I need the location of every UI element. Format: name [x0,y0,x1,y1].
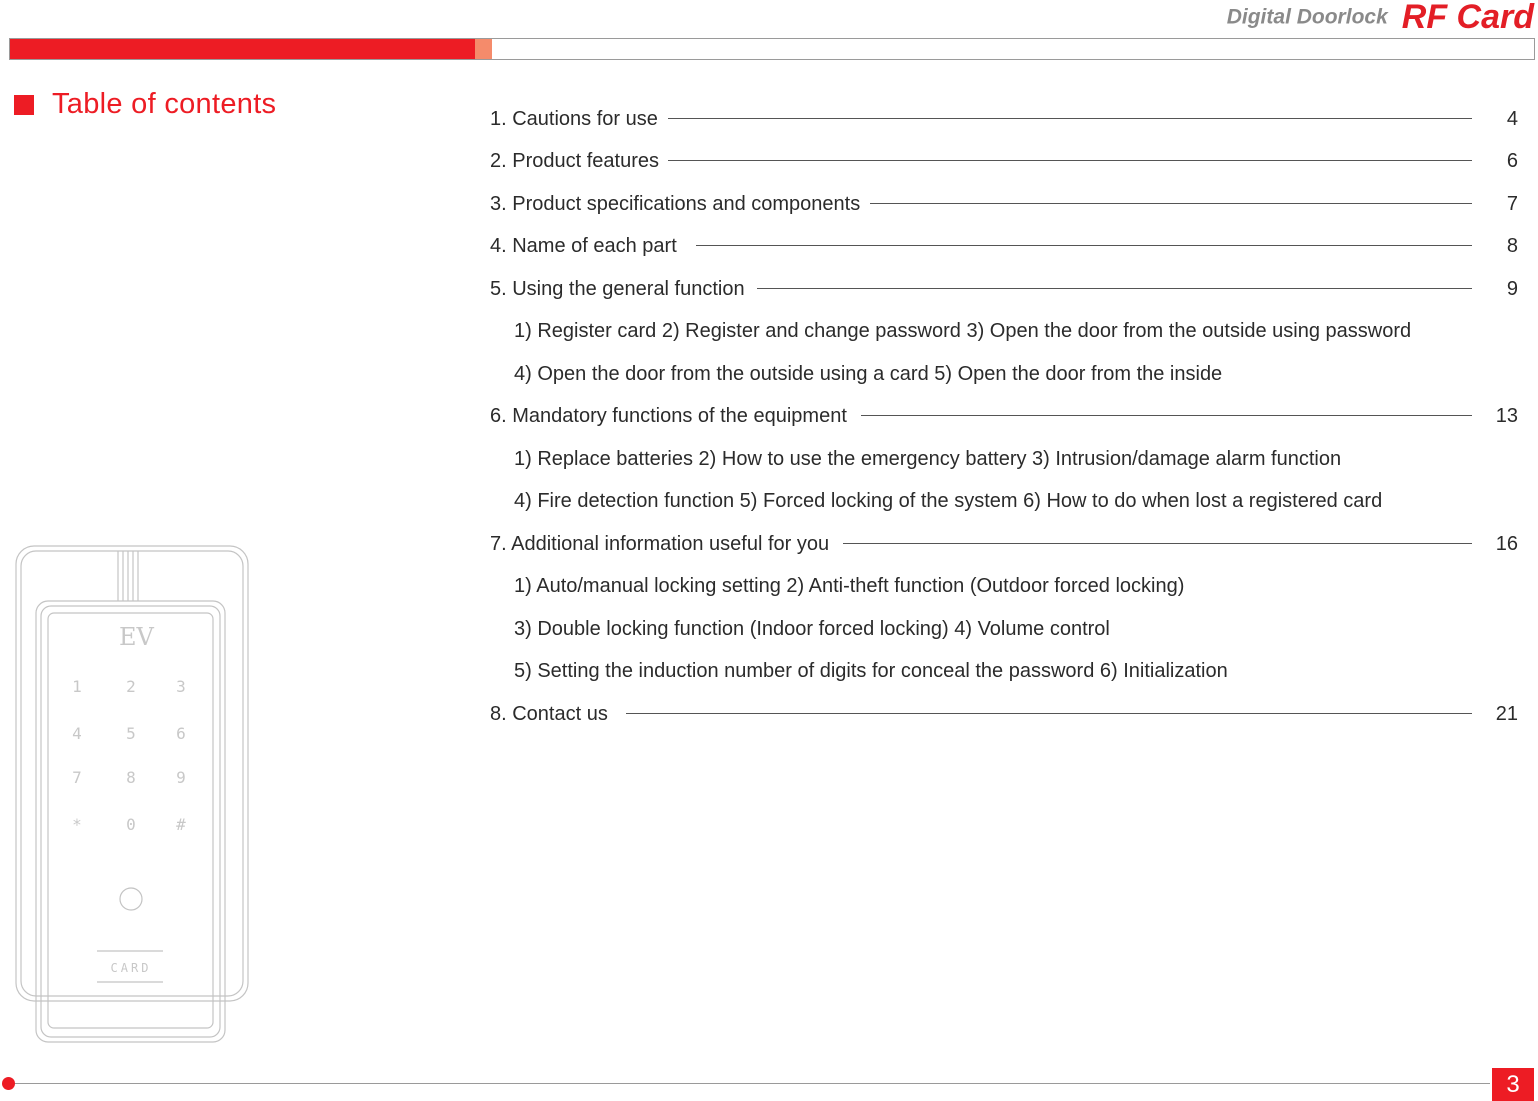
toc-entry-4[interactable] [490,231,1538,261]
toc-subitems: 5) Setting the induction number of digits for conceal the password 6) Initialization [514,660,1228,682]
toc-entry-label: 8. Contact us [490,703,608,725]
key-star: * [72,815,82,834]
toc-entry-2[interactable] [490,146,1538,176]
header-bar [9,38,1535,60]
header-bar-orange [475,39,492,59]
toc-heading [14,88,276,121]
toc-subitems: 1) Register card 2) Register and change password 3) Open the door from the outside using password [514,320,1412,342]
leader-line [843,543,1472,544]
key-3: 3 [176,677,186,696]
toc-entry-page: 21 [1495,703,1518,725]
toc-entry-label: 2. Product features [490,150,659,172]
toc-entry-page: 6 [1506,150,1518,172]
toc-entry-6[interactable] [490,401,1538,431]
toc-subitems: 1) Replace batteries 2) How to use the emergency battery 3) Intrusion/damage alarm function [514,448,1342,470]
key-4: 4 [72,724,82,743]
footer-line [10,1083,1490,1084]
key-9: 9 [176,768,186,787]
leader-line [668,118,1472,119]
page-number: 3 [1492,1068,1534,1101]
toc-entry-7[interactable] [490,529,1538,559]
toc-entry-label: 1. Cautions for use [490,108,658,130]
toc-subitems: 4) Open the door from the outside using a card 5) Open the door from the inside [514,363,1223,385]
square-bullet-icon [14,95,34,115]
header [1227,0,1534,37]
toc-entry-label: 3. Product specifications and components [490,193,861,215]
key-2: 2 [126,677,136,696]
toc-entry-label: 7. Additional information useful for you [490,533,830,555]
card-label: CARD [110,961,152,975]
doorlock-illustration [15,545,250,1043]
toc-entry-page: 16 [1495,533,1518,555]
toc-entry-label: 5. Using the general function [490,278,745,300]
leader-line [870,203,1472,204]
brand-logo: EV [119,623,154,651]
product-name: Digital Doorlock [1226,5,1388,29]
leader-line [668,160,1472,161]
toc-entry-page: 8 [1506,235,1518,257]
toc-entry-label: 6. Mandatory functions of the equipment [490,405,847,427]
leader-line [757,288,1472,289]
key-1: 1 [72,677,82,696]
toc-entry-page: 13 [1495,405,1518,427]
toc-entry-1[interactable] [490,104,1538,134]
toc-subitems: 1) Auto/manual locking setting 2) Anti-theft function (Outdoor forced locking) [514,575,1185,597]
footer-dot-icon [2,1077,15,1090]
key-7: 7 [72,768,82,787]
key-hash: # [176,815,186,834]
toc-subitems: 4) Fire detection function 5) Forced locking of the system 6) How to do when lost a registered card [514,490,1383,512]
toc-title: Table of contents [52,88,277,120]
key-0: 0 [126,815,136,834]
toc-entry-5[interactable] [490,274,1538,304]
toc-entry-page: 9 [1506,278,1518,300]
key-6: 6 [176,724,186,743]
toc-entry-page: 4 [1506,108,1518,130]
header-bar-red [10,39,475,59]
toc-entry-3[interactable] [490,189,1538,219]
toc-subitems: 3) Double locking function (Indoor forced locking) 4) Volume control [514,618,1110,640]
sensor-button-icon [120,888,142,910]
leader-line [626,713,1472,714]
key-5: 5 [126,724,136,743]
leader-line [861,415,1472,416]
model-name: RF Card [1401,0,1534,36]
toc-entry-page: 7 [1506,193,1518,215]
toc-entry-label: 4. Name of each part [490,235,677,257]
toc-entry-8[interactable] [490,699,1538,729]
leader-line [696,245,1472,246]
key-8: 8 [126,768,136,787]
